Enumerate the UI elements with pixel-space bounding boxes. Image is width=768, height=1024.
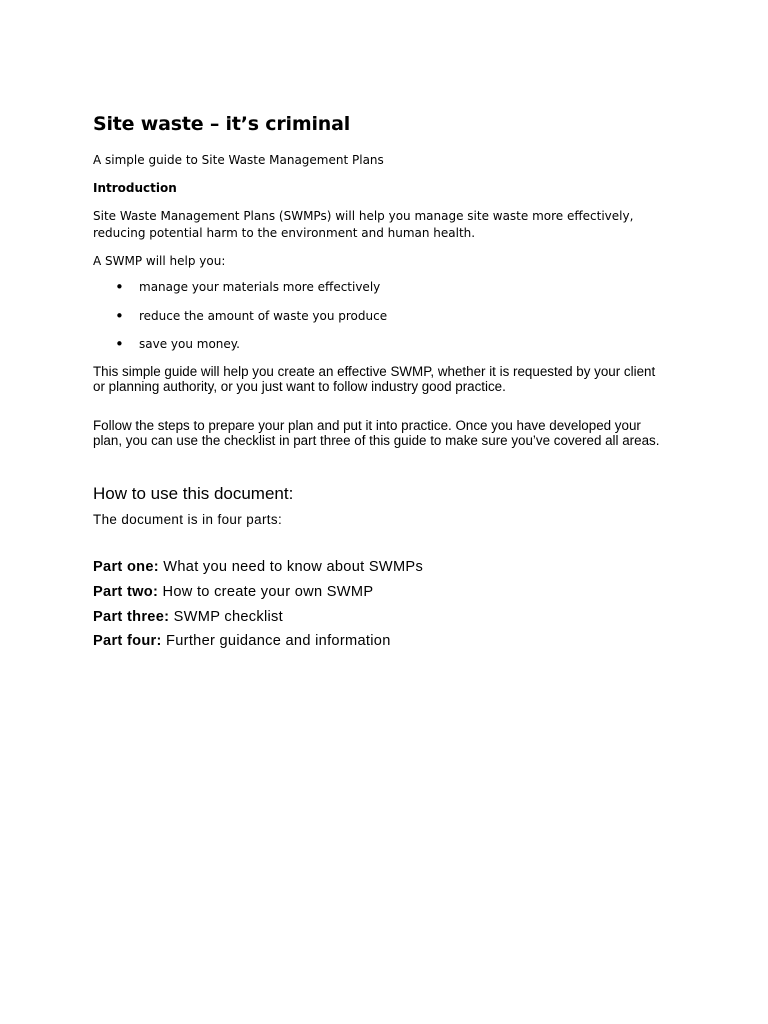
how-to-heading: How to use this document: <box>93 484 294 503</box>
introduction-heading: Introduction <box>93 181 177 195</box>
guide-paragraph: This simple guide will help you create an effective SWMP, whether it is requested by your client or planning authority, or you just want to follow industry good practice. <box>93 364 656 394</box>
benefits-list <box>93 280 387 366</box>
part-item-four <box>93 633 423 658</box>
part-text: What you need to know about SWMPs <box>158 559 424 575</box>
parts-list <box>93 559 423 658</box>
steps-paragraph: Follow the steps to prepare your plan and put it into practice. Once you have developed your plan, you can use the checklist in part three of this guide to make sure you’ve covered all areas. <box>93 418 660 448</box>
part-item-three <box>93 609 423 634</box>
part-label: Part four: <box>93 633 162 650</box>
list-item: • manage your materials more effectively <box>115 278 381 296</box>
page-title: Site waste – it’s criminal <box>93 113 351 135</box>
part-item-two <box>93 584 423 609</box>
part-text: How to create your own SWMP <box>158 583 374 600</box>
list-item: • save you money. <box>115 335 240 353</box>
help-lead: A SWMP will help you: <box>93 254 226 268</box>
bullet-icon: • <box>115 278 124 296</box>
part-text: Further guidance and information <box>161 633 391 650</box>
bullet-icon: • <box>115 335 124 353</box>
part-label: Part three: <box>93 608 170 625</box>
bullet-icon: • <box>115 306 124 325</box>
introduction-paragraph: Site Waste Management Plans (SWMPs) will help you manage site waste more effectively, reducing potential harm to the environment and human health. <box>93 209 634 240</box>
list-item: • reduce the amount of waste you produce <box>115 306 388 325</box>
document-parts-lead: The document is in four parts: <box>93 512 283 527</box>
subtitle: A simple guide to Site Waste Management Plans <box>93 153 384 167</box>
part-text: SWMP checklist <box>169 608 284 625</box>
part-label: Part one: <box>93 559 159 575</box>
part-item-one <box>93 559 423 584</box>
part-label: Part two: <box>93 583 159 600</box>
